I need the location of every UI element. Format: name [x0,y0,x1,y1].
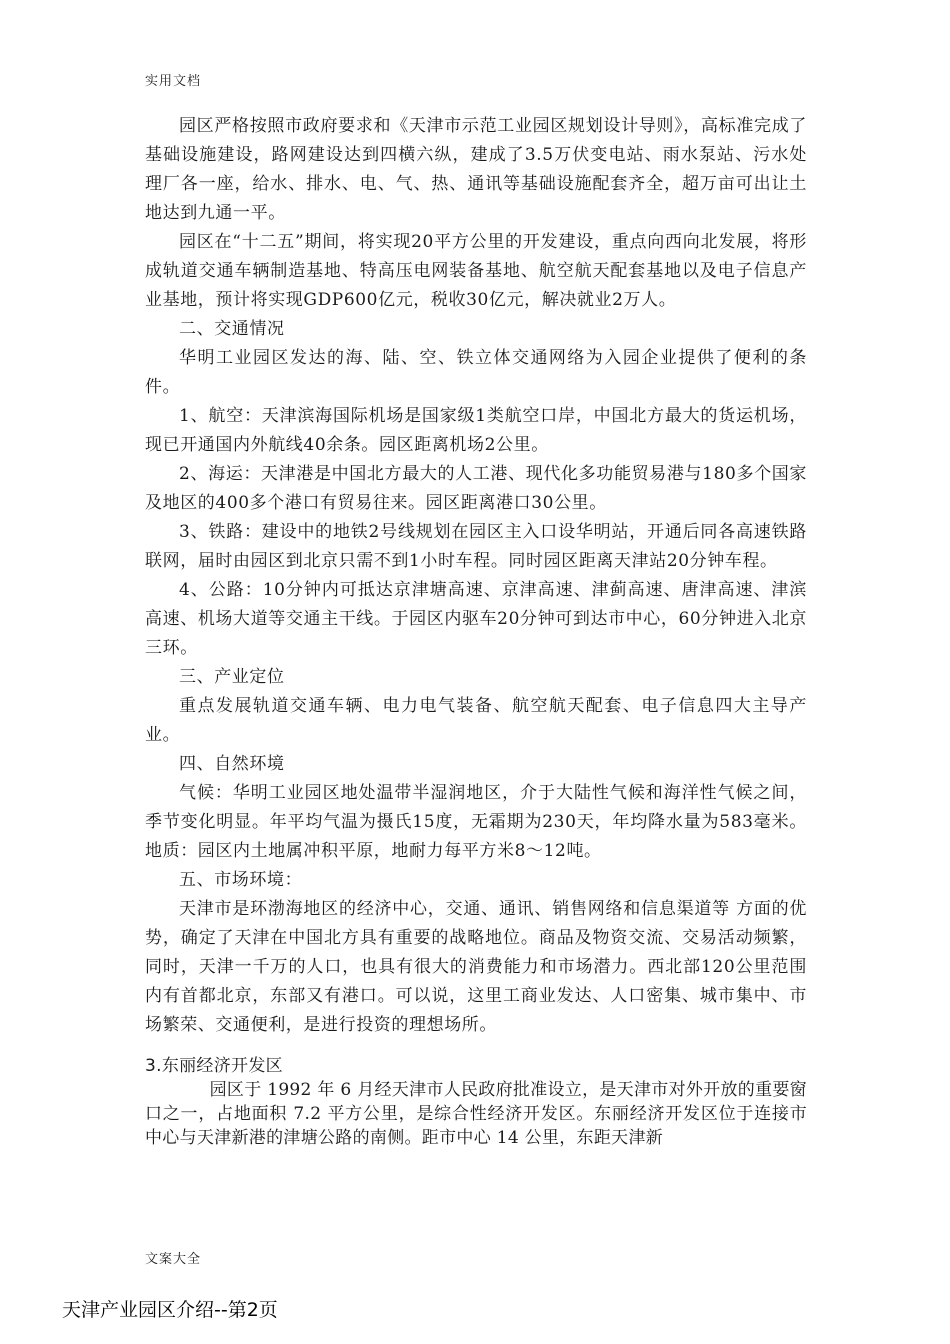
paragraph-development-plan: 园区在“十二五”期间，将实现20平方公里的开发建设，重点向西向北发展，将形成轨道交通车辆制造基地、特高压电网装备基地、航空航天配套基地以及电子信息产业基地，预计将实现GDP600亿元，税收30亿元，解决就业2万人。 [145,232,807,310]
page-label: 天津产业园区介绍--第2页 [62,1299,278,1321]
heading-transport: 二、交通情况 [179,319,285,339]
heading-environment: 四、自然环境 [179,754,285,774]
paragraph-climate: 气候：华明工业园区地处温带半湿润地区，介于大陆性气候和海洋性气候之间，季节变化明显。年平均气温为摄氏15度，无霜期为230天，年均降水量为583毫米。地质：园区内土地属冲积平原，地耐力每平方米8～12吨。 [145,783,807,861]
paragraph-aviation: 1、航空：天津滨海国际机场是国家级1类航空口岸，中国北方最大的货运机场，现已开通国内外航线40余条。园区距离机场2公里。 [145,406,807,455]
heading-market: 五、市场环境： [179,870,303,890]
document-body [145,112,807,1150]
page-footer: 文案大全 [145,1252,202,1267]
paragraph-transport-intro: 华明工业园区发达的海、陆、空、铁立体交通网络为入园企业提供了便利的条件。 [145,348,807,397]
paragraph-shipping: 2、海运：天津港是中国北方最大的人工港、现代化多功能贸易港与180多个国家及地区的400多个港口有贸易往来。园区距离港口30公里。 [145,464,807,513]
heading-industry: 三、产业定位 [179,667,285,687]
paragraph-railway: 3、铁路：建设中的地铁2号线规划在园区主入口设华明站，开通后同各高速铁路联网，届时由园区到北京只需不到1小时车程。同时园区距离天津站20分钟车程。 [145,522,807,571]
paragraph-infrastructure: 园区严格按照市政府要求和《天津市示范工业园区规划设计导则》，高标准完成了基础设施建设，路网建设达到四横六纵，建成了3.5万伏变电站、雨水泵站、污水处理厂各一座，给水、排水、电、气、热、通讯等基础设施配套齐全，超万亩可出让土地达到九通一平。 [145,116,807,223]
paragraph-highway: 4、公路：10分钟内可抵达京津塘高速、京津高速、津蓟高速、唐津高速、津滨高速、机场大道等交通主干线。于园区内驱车20分钟可到达市中心，60分钟进入北京三环。 [145,580,807,658]
page-header: 实用文档 [145,74,202,89]
section-title: 3.东丽经济开发区 [145,1056,283,1076]
paragraph-market: 天津市是环渤海地区的经济中心，交通、通讯、销售网络和信息渠道等 方面的优势，确定了天津在中国北方具有重要的战略地位。商品及物资交流、交易活动频繁，同时，天津一千万的人口，也具有很大的消费能力和市场潜力。西北部120公里范围内有首都北京，东部又有港口。可以说，这里工商业发达、人口密集、城市集中、市场繁荣、交通便利，是进行投资的理想场所。 [145,899,807,1035]
section-paragraph: 园区于 1992 年 6 月经天津市人民政府批准设立，是天津市对外开放的重要窗口之一，占地面积 7.2 平方公里，是综合性经济开发区。东丽经济开发区位于连接市中心与天津新港的津塘公路的南侧。距市中心 14 公里，东距天津新 [145,1080,807,1148]
paragraph-industry: 重点发展轨道交通车辆、电力电气装备、航空航天配套、电子信息四大主导产业。 [145,696,807,745]
